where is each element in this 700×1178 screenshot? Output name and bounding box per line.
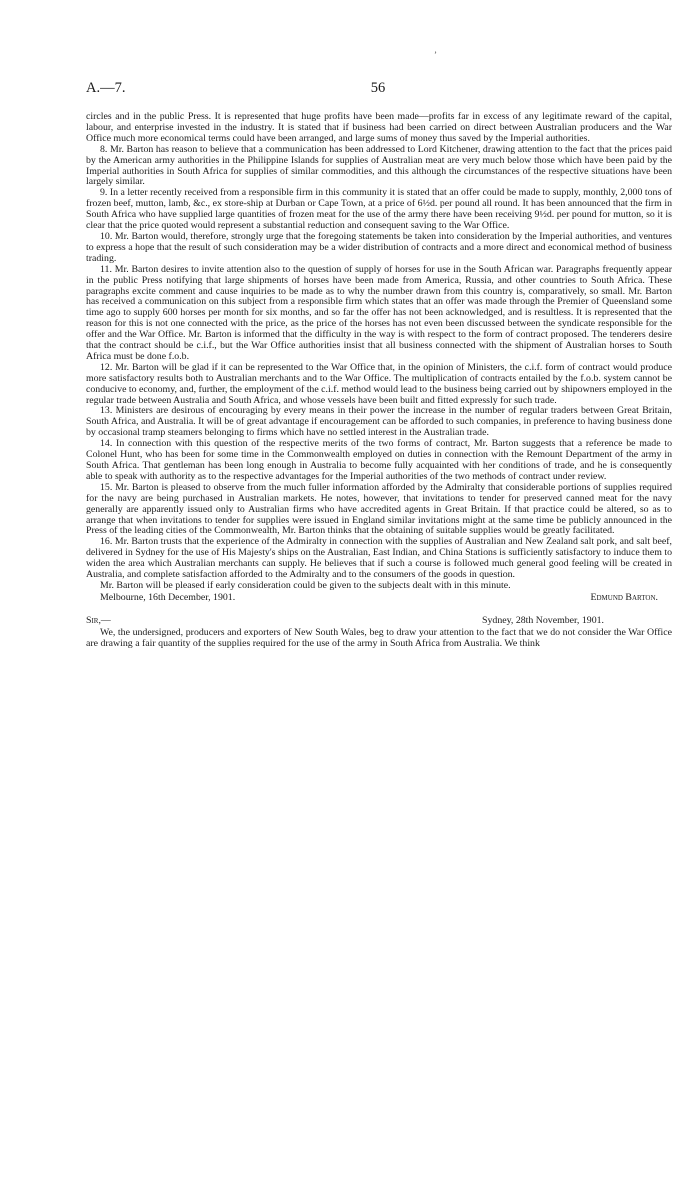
margin-mark: ’ [434, 50, 437, 60]
letter-header [86, 616, 672, 628]
paragraph-9: 9. In a letter recently received from a responsible firm in this community it is stated that an offer could be made to supply, monthly, 2,000 tons of frozen beef, mutton, lamb, &c., ex store-ship at Durban or Cape Town, at a price of 6½d. per pound all round. It has been announced that the firm in South Africa who have supplied large quantities of frozen meat for the use of the army there have been receiving 9½d. per pound for mutton, so it is clear that the price quoted would represent a substantial reduction and consequent saving to the War Office. [86, 187, 672, 232]
paragraph-15: 15. Mr. Barton is pleased to observe from the much fuller information afforded by the Admiralty that considerable portions of supplies required for the navy are being purchased in Australian markets. He notes, however, that invitations to tender for preserved canned meat for the navy generally are apparently issued only to Australian firms who have accredited agents in Great Britain. If that practice could be altered, so as to arrange that when invitations to tender for supplies were issued in England similar invitations might at the same time be publicly announced in the Press of the leading cities of the Commonwealth, Mr. Barton thinks that the obtaining of suitable supplies would be greatly facilitated. [86, 481, 672, 537]
salutation: Sir,— [86, 615, 111, 627]
paragraph-continuation: circles and in the public Press. It is represented that huge profits have been made—profits far in excess of any legitimate reward of the capital, labour, and enterprise invested in the industry. It is stated that if business had been carried on direct between Australian producers and the War Office much more economical terms could have been arranged, and large sums of money thus saved by the Imperial authorities. [86, 111, 672, 144]
place-date: Melbourne, 16th December, 1901. [100, 591, 236, 603]
signatory-name: Edmund Barton. [590, 591, 658, 603]
paragraph-14: 14. In connection with this question of the respective merits of the two forms of contract, Mr. Barton suggests that a reference be made to Colonel Hunt, who has been for some time in the Commonwealth employed on duties in connection with the Remount Department of the army in South Africa. That gentleman has been long enough in Australia to become fully acquainted with her conditions of trade, and he is consequently able to speak with authority as to the respective advantages for the Imperial authorities of the two methods of contract under review. [86, 438, 672, 482]
letter-date: Sydney, 28th November, 1901. [482, 615, 604, 627]
paragraph-12: 12. Mr. Barton will be glad if it can be represented to the War Office that, in the opinion of Ministers, the c.i.f. form of contract would produce more satisfactory results both to Australian merchants and to the War Office. The multiplication of contracts entailed by the f.o.b. system cannot be conducive to economy, and, further, the employment of the c.i.f. method would lead to the business being carried out by shipowners employed in the regular trade between Australia and South Africa, and whose vessels have been built and fitted expressly for such trade. [86, 361, 672, 406]
signature-line [86, 593, 672, 605]
paragraph-10: 10. Mr. Barton would, therefore, strongly urge that the foregoing statements be taken into consideration by the Imperial authorities, and ventures to express a hope that the result of such consideration may be a wider distribution of contracts and a more direct and economical method of business trading. [86, 230, 672, 264]
paragraph-13: 13. Ministers are desirous of encouraging by every means in their power the increase in the number of regular traders between Great Britain, South Africa, and Australia. It will be of great advantage if encouragement can be afforded to such companies, in preference to having business done by occasional tramp steamers belonging to firms which have no settled interest in the Australian trade. [86, 405, 672, 439]
paragraph-8: 8. Mr. Barton has reason to believe that a communication has been addressed to Lord Kitchener, drawing attention to the fact that the prices paid by the American army authorities in the Philippine Islands for supplies of Australian meat are very much below those which have been paid by the Imperial authorities in South Africa for supplies of similar commodities, and this although the circumstances of the respective situations have been largely similar. [86, 143, 672, 188]
document-body [86, 112, 672, 650]
page-header [86, 80, 670, 98]
paragraph-16: 16. Mr. Barton trusts that the experience of the Admiralty in connection with the supplies of Australian and New Zealand salt pork, and salt beef, delivered in Sydney for the use of His Majesty's ships on the Australian, East Indian, and China Stations is sufficiently satisfactory to induce them to widen the area which Australian merchants can supply. He believes that if such a course is followed much general good feeling will be created in Australia, and complete satisfaction afforded to the Admiralty and to the consumers of the goods in question. [86, 536, 672, 581]
page-number: 56 [370, 80, 386, 96]
section-reference: A.—7. [86, 80, 126, 96]
closing-paragraph: Mr. Barton will be pleased if early consideration could be given to the subjects dealt with in this minute. [100, 579, 511, 591]
letter-body: We, the undersigned, producers and exporters of New South Wales, beg to draw your attention to the fact that we do not consider the War Office are drawing a fair quantity of the supplies required for the use of the army in South Africa from Australia. We think [86, 626, 672, 649]
paragraph-11: 11. Mr. Barton desires to invite attention also to the question of supply of horses for use in the South African war. Paragraphs frequently appear in the public Press notifying that large shipments of horses have been made from America, Russia, and other countries to South Africa. These paragraphs excite comment and cause inquiries to be made as to why the number drawn from this country is, comparatively, so small. Mr. Barton has received a communication on this subject from a responsible firm which states that an offer was made through the Premier of Queensland some time ago to supply 600 horses per month for six months, and so far the offer has not been acknowledged, and is resultless. It is represented that the reason for this is not one connected with the price, as the price of the horses has not even been discussed between the syndicate responsible for the offer and the War Office. Mr. Barton is informed that the difficulty in the way is with respect to the form of contract proposed. The tenderers desire that the contract should be c.i.f., but the War Office authorities insist that all business connected with the shipment of Australian horses to South Africa must be done f.o.b. [86, 263, 672, 362]
letter [86, 616, 672, 649]
